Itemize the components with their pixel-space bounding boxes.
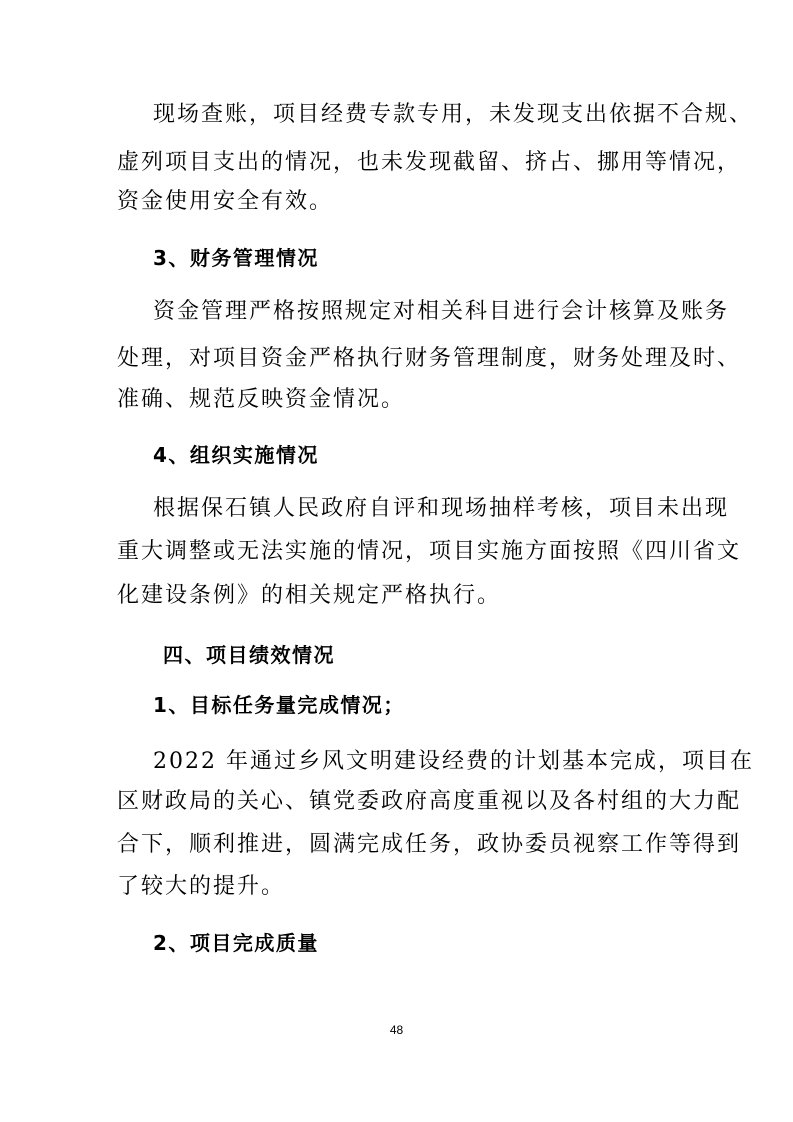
section-heading-performance: 四、项目绩效情况 [163,643,335,667]
paragraph-line: 资金使用安全有效。 [117,189,334,214]
paragraph-line: 2022 年通过乡风文明建设经费的计划基本完成，项目在 [153,749,754,774]
section-heading-financial-management: 3、财务管理情况 [153,246,319,270]
paragraph-line: 处理，对项目资金严格执行财务管理制度，财务处理及时、 [117,346,742,371]
page-number: 48 [389,1023,404,1037]
paragraph-line: 区财政局的关心、镇党委政府高度重视以及各村组的大力配 [117,789,742,814]
paragraph-line: 了较大的提升。 [117,874,286,899]
paragraph-line: 资金管理严格按照规定对相关科目进行会计核算及账务 [153,299,730,324]
paragraph-line: 准确、规范反映资金情况。 [117,387,406,412]
paragraph-line: 化建设条例》的相关规定严格执行。 [117,583,502,608]
paragraph-line: 虚列项目支出的情况，也未发现截留、挤占、挪用等情况， [117,150,742,175]
section-heading-quality: 2、项目完成质量 [153,931,319,955]
section-heading-targets: 1、目标任务量完成情况； [153,693,405,717]
paragraph-line: 根据保石镇人民政府自评和现场抽样考核，项目未出现 [153,496,730,521]
section-heading-organization: 4、组织实施情况 [153,443,319,467]
paragraph-line: 合下，顺利推进，圆满完成任务，政协委员视察工作等得到 [117,832,742,857]
paragraph-line: 现场查账，项目经费专款专用，未发现支出依据不合规、 [153,102,754,127]
paragraph-line: 重大调整或无法实施的情况，项目实施方面按照《四川省文 [117,539,742,564]
